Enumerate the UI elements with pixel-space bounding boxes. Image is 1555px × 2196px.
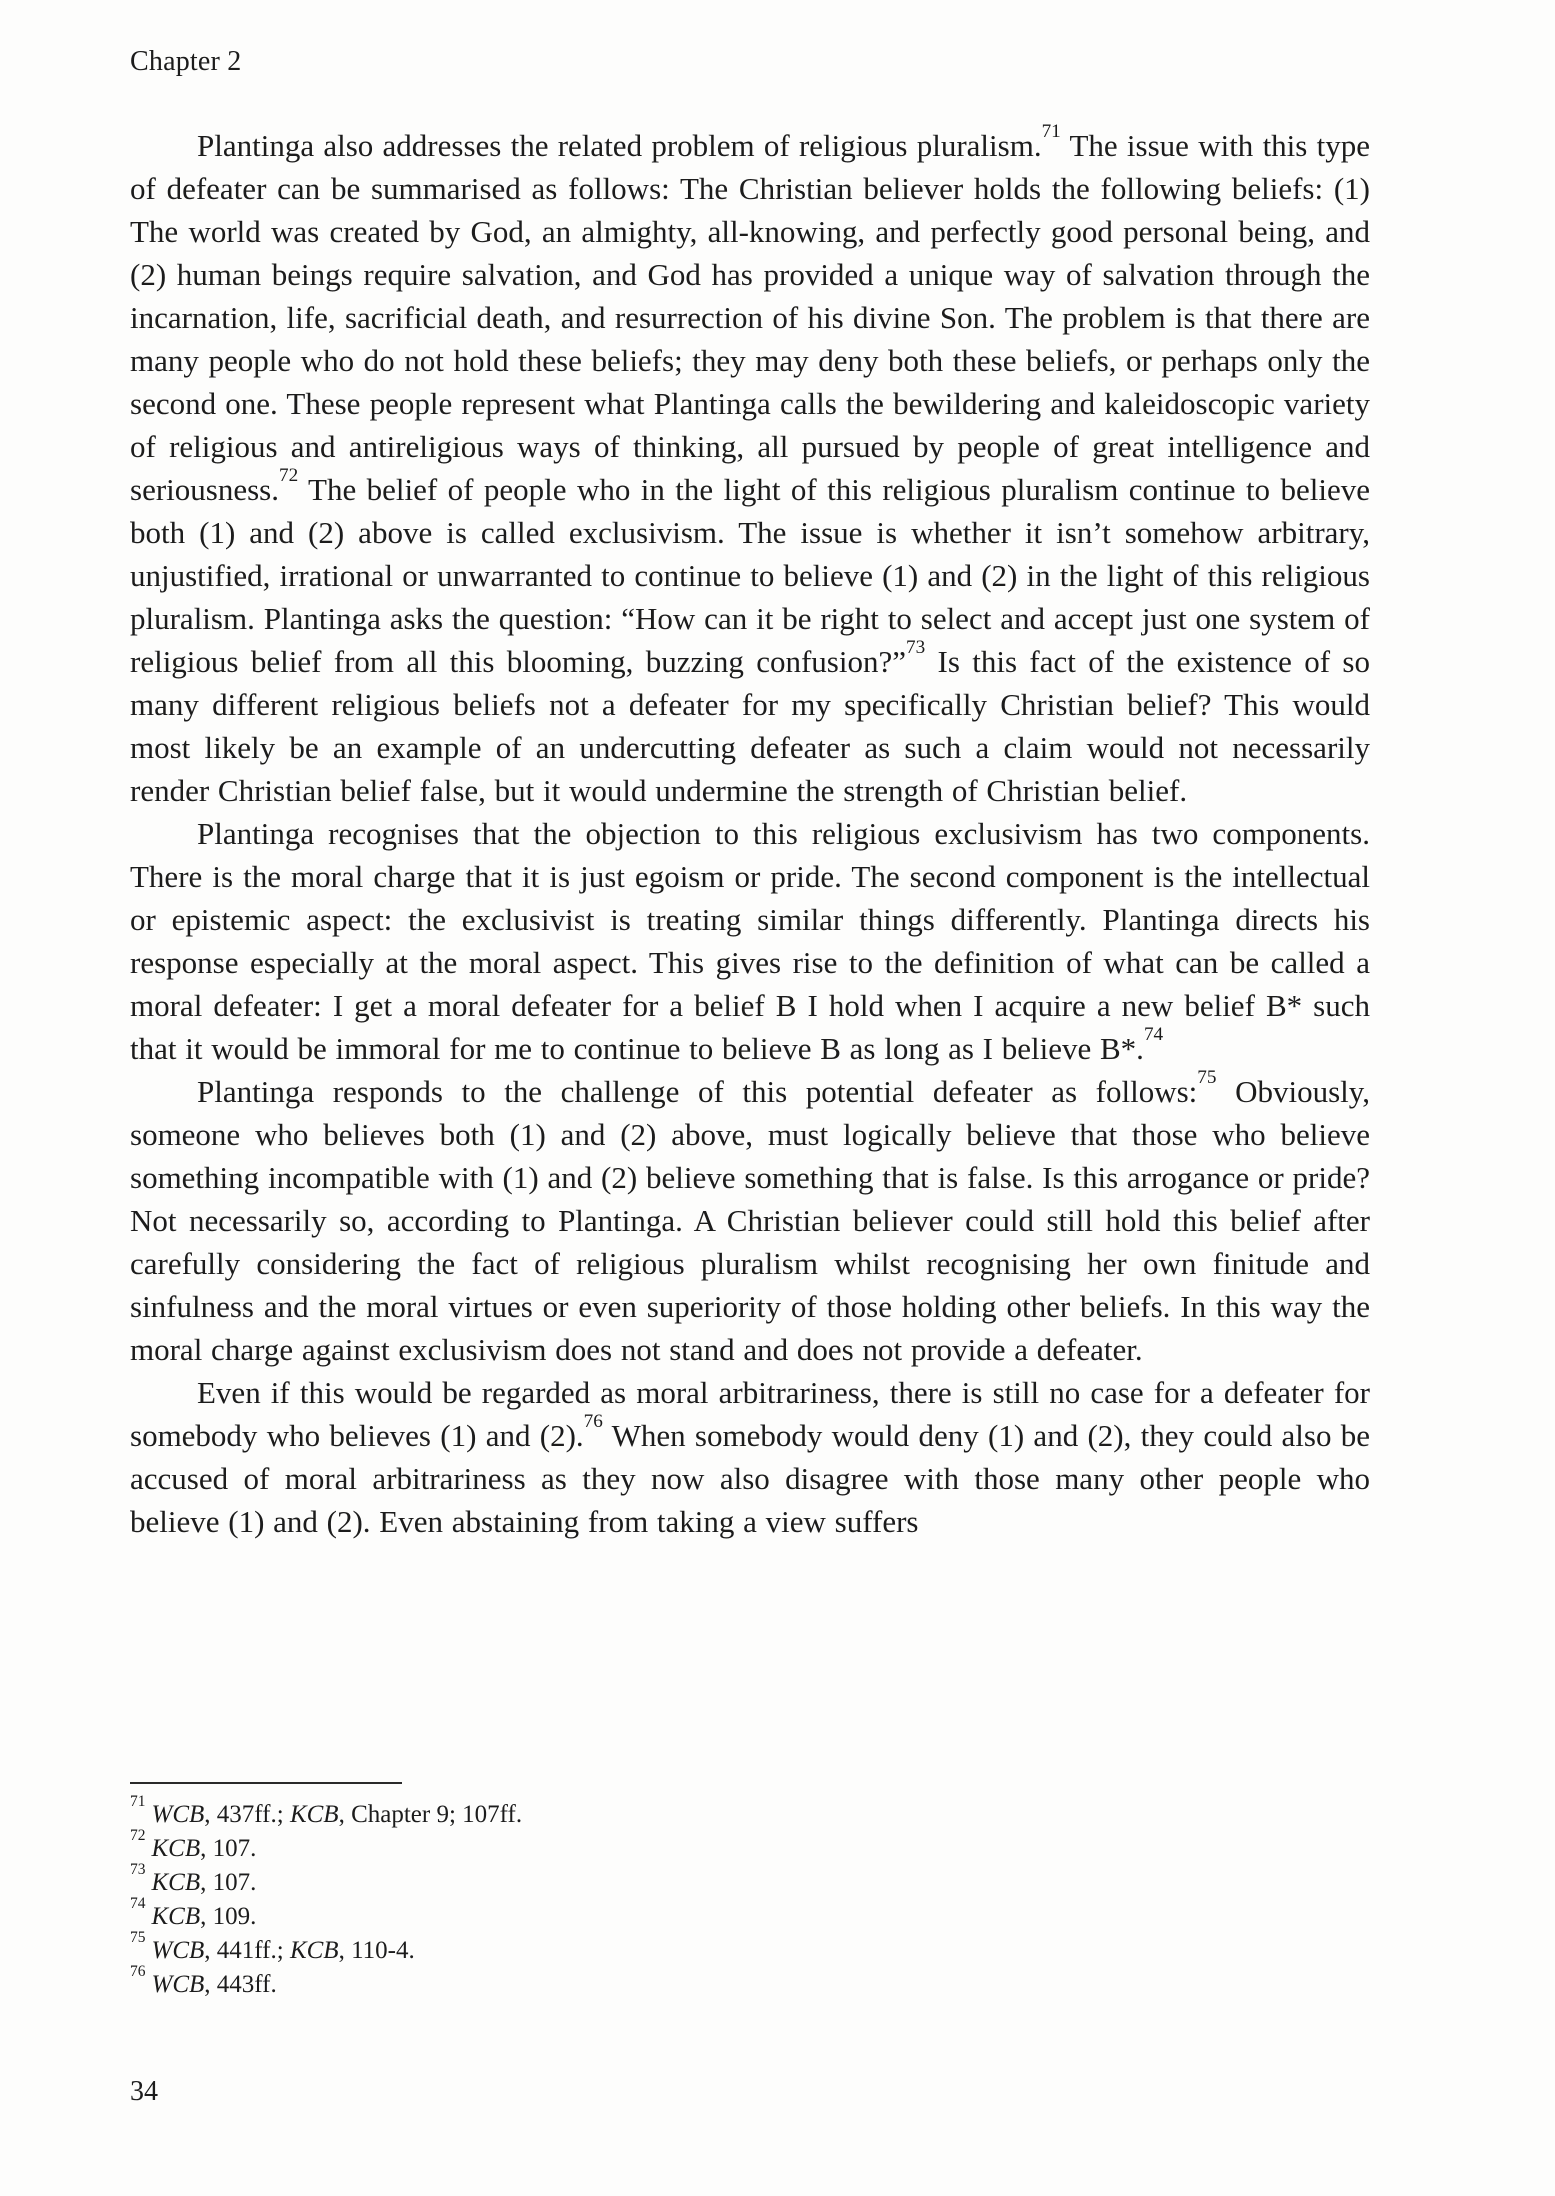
- footnote-list: [130, 1793, 1370, 2002]
- footnote-number: 71: [130, 1793, 146, 1811]
- footnote: [130, 1827, 1370, 1866]
- body-paragraph: [130, 1066, 1370, 1371]
- text-run: Even if this would be regarded as moral arbitrariness, there is still no case for a defeater for somebody who believes (1) and (2).: [130, 1375, 1370, 1453]
- body-paragraph: [130, 1371, 1370, 1543]
- cited-work-abbreviation: WCB: [151, 1937, 205, 1964]
- footnote-marker: 75: [1197, 1066, 1217, 1088]
- text-run: Is this fact of the existence of so many different religious beliefs not a defeater for my specifically Christian belief? This would most likely be an example of an undercutting defeater as such a claim would not necessarily render Christian belief false, but it would undermine the strength of Christian belief.: [130, 644, 1370, 808]
- body-paragraph: [130, 812, 1370, 1070]
- footnote-marker: 72: [278, 464, 299, 486]
- cited-work-abbreviation: WCB: [151, 1801, 205, 1828]
- text-run: , 107.: [200, 1869, 257, 1896]
- footnote-number: 72: [130, 1827, 146, 1845]
- footnote-marker: 71: [1041, 120, 1061, 142]
- text-run: , 441ff.;: [204, 1937, 290, 1964]
- footnote-number: 76: [130, 1963, 146, 1981]
- text-run: , 437ff.;: [204, 1801, 290, 1828]
- text-run: , 107.: [200, 1835, 257, 1862]
- text-run: , 109.: [200, 1903, 257, 1930]
- text-run: Obviously, someone who believes both (1) and (2) above, must logically believe that those who believe something incompatible with (1) and (2) believe something that is false. Is this arrogance or pride? Not necessarily so, according to Plantinga. A Christian believer could still hold this belief after carefully considering the fact of religious pluralism whilst recognising her own finitude and sinfulness and the moral virtues or even superiority of those holding other beliefs. In this way the moral charge against exclusivism does not stand and does not provide a defeater.: [130, 1074, 1370, 1367]
- text-run: , 443ff.: [204, 1971, 277, 1998]
- cited-work-abbreviation: KCB: [289, 1801, 339, 1828]
- footnote-separator: [130, 1782, 402, 1784]
- page-number: 34: [130, 2076, 158, 2107]
- cited-work-abbreviation: KCB: [289, 1937, 339, 1964]
- footnote-marker: 74: [1143, 1023, 1164, 1045]
- body-text: [130, 120, 1370, 1543]
- footnote: [130, 1895, 1370, 1934]
- cited-work-abbreviation: WCB: [151, 1971, 205, 1998]
- footnote-marker: 76: [583, 1410, 603, 1432]
- footnote: [130, 1929, 1370, 1968]
- footnote: [130, 1861, 1370, 1900]
- footnote-number: 74: [130, 1895, 146, 1913]
- footnote: [130, 1793, 1370, 1832]
- cited-work-abbreviation: KCB: [151, 1869, 201, 1896]
- text-run: When somebody would deny (1) and (2), they could also be accused of moral arbitrariness as they now also disagree with those many other people who believe (1) and (2). Even abstaining from taking a view suffers: [130, 1418, 1370, 1539]
- text-run: The issue with this type of defeater can be summarised as follows: The Christian believer holds the following beliefs: (1) The world was created by God, an almighty, all-knowing, and perfectly good personal being, and (2) human beings require salvation, and God has provided a unique way of salvation through the incarnation, life, sacrificial death, and resurrection of his divine Son. The problem is that there are many people who do not hold these beliefs; they may deny both these beliefs, or perhaps only the second one. These people represent what Plantinga calls the bewildering and kaleidoscopic variety of religious and antireligious ways of thinking, all pursued by people of great intelligence and seriousness.: [130, 128, 1370, 507]
- cited-work-abbreviation: KCB: [151, 1835, 201, 1862]
- chapter-header: Chapter 2: [130, 46, 242, 77]
- body-paragraph: [130, 120, 1370, 812]
- footnote-number: 75: [130, 1929, 146, 1947]
- text-run: Plantinga responds to the challenge of this potential defeater as follows:: [197, 1074, 1198, 1109]
- text-run: Plantinga recognises that the objection to this religious exclusivism has two components. There is the moral charge that it is just egoism or pride. The second component is the intellectual or epistemic aspect: the exclusivist is treating similar things differently. Plantinga directs his response especially at the moral aspect. This gives rise to the definition of what can be called a moral defeater: I get a moral defeater for a belief B I hold when I acquire a new belief B* such that it would be immoral for me to continue to believe B as long as I believe B*.: [130, 816, 1370, 1066]
- text-run: , Chapter 9; 107ff.: [338, 1801, 523, 1828]
- cited-work-abbreviation: KCB: [151, 1903, 201, 1930]
- text-run: The belief of people who in the light of this religious pluralism continue to believe both (1) and (2) above is called exclusivism. The issue is whether it isn’t somehow arbitrary, unjustified, irrational or unwarranted to continue to believe (1) and (2) in the light of this religious pluralism. Plantinga asks the question: “How can it be right to select and accept just one system of religious belief from all this blooming, buzzing confusion?”: [130, 472, 1370, 679]
- text-run: Plantinga also addresses the related problem of religious pluralism.: [197, 128, 1042, 163]
- footnote: [130, 1963, 1370, 2002]
- footnote-number: 73: [130, 1861, 146, 1879]
- text-run: , 110-4.: [338, 1937, 415, 1964]
- footnote-section: [130, 1782, 1370, 2002]
- footnote-marker: 73: [906, 636, 926, 658]
